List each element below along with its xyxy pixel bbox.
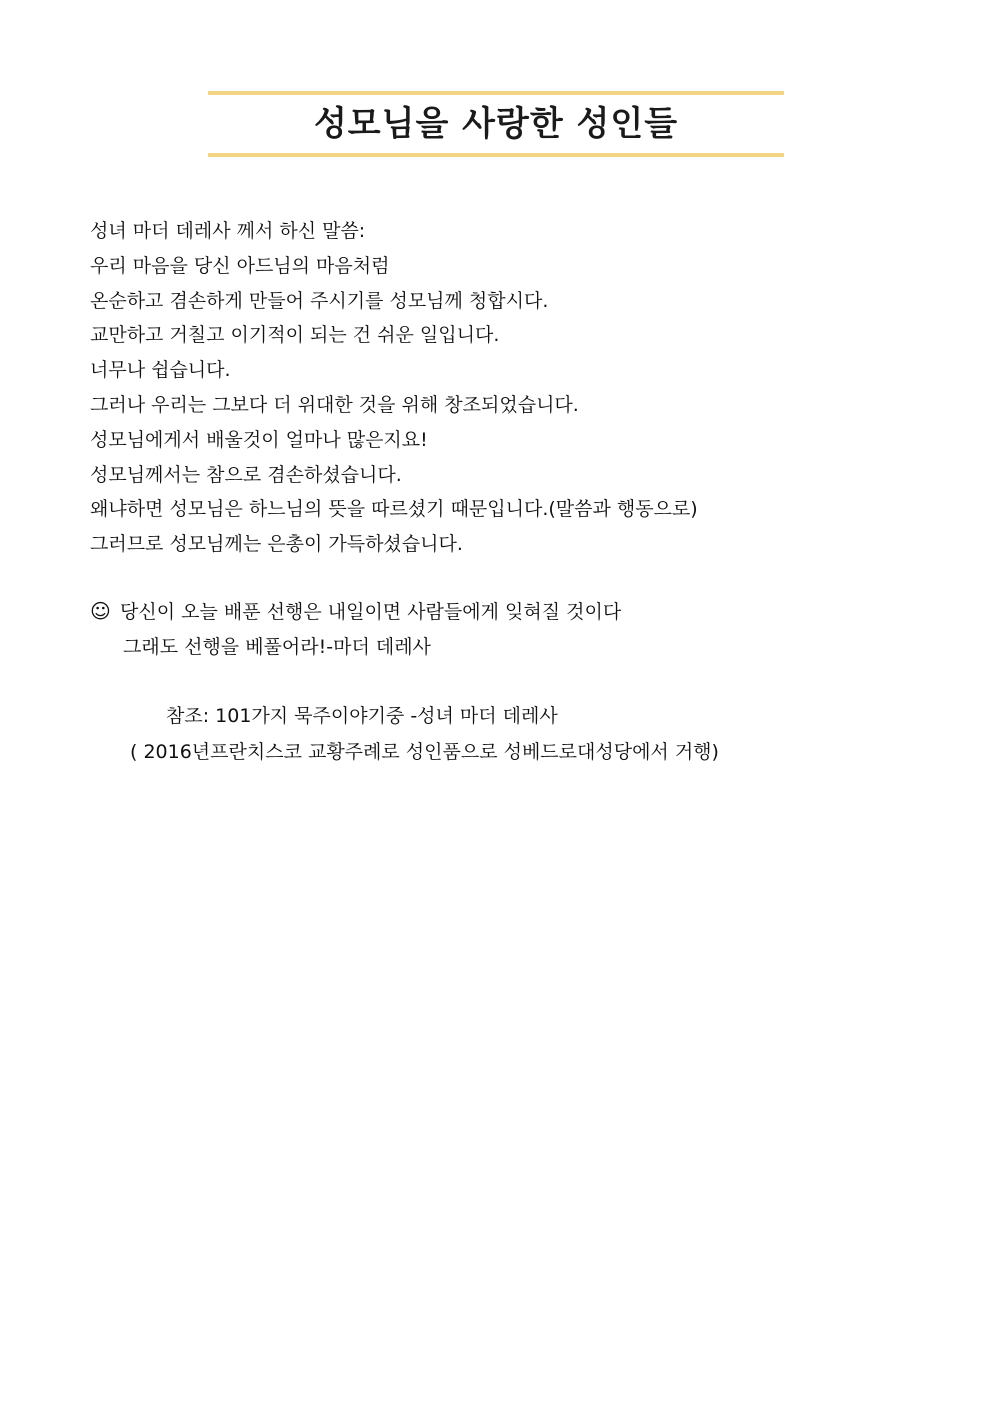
reference-line-2: ( 2016년프란치스코 교황주례로 성인품으로 성베드로대성당에서 거행) (130, 741, 719, 763)
quote-line-1 (90, 593, 910, 629)
page-title: 성모님을 사랑한 성인들 (313, 104, 679, 144)
title-block (208, 91, 784, 158)
title-top-rule (208, 91, 784, 95)
body-line: 그러므로 성모님께는 은총이 가득하셨습니다. (90, 533, 463, 556)
quote-text-1: 당신이 오늘 배푼 선행은 내일이면 사람들에게 잊혀질 것이다 (120, 601, 622, 623)
body-text (90, 214, 910, 562)
body-line: 온순하고 겸손하게 만들어 주시기를 성모님께 청합시다. (90, 289, 549, 312)
body-line: 왜냐하면 성모님은 하느님의 뜻을 따르셨기 때문입니다.(말씀과 행동으로) (90, 498, 698, 521)
quote-note (90, 593, 910, 665)
title-bottom-rule (208, 153, 784, 157)
body-line: 교만하고 거칠고 이기적이 되는 건 쉬운 일입니다. (90, 324, 500, 347)
quote-line-2: 그래도 선행을 베풀어라!-마더 데레사 (123, 636, 431, 658)
body-line: 우리 마음을 당신 아드님의 마음처럼 (90, 254, 390, 277)
reference-line-1: 참조: 101가지 묵주이야기중 -성녀 마더 데레사 (166, 705, 558, 727)
body-line: 성녀 마더 데레사 께서 하신 말씀: (90, 220, 366, 242)
body-line: 성모님에게서 배울것이 얼마나 많은지요! (90, 428, 428, 451)
reference (130, 698, 890, 770)
body-line: 성모님께서는 참으로 겸손하셨습니다. (90, 463, 402, 486)
body-line: 그러나 우리는 그보다 더 위대한 것을 위해 창조되었습니다. (90, 393, 579, 416)
body-line: 너무나 쉽습니다. (90, 359, 231, 382)
smiley-icon: ☺ (90, 599, 111, 623)
